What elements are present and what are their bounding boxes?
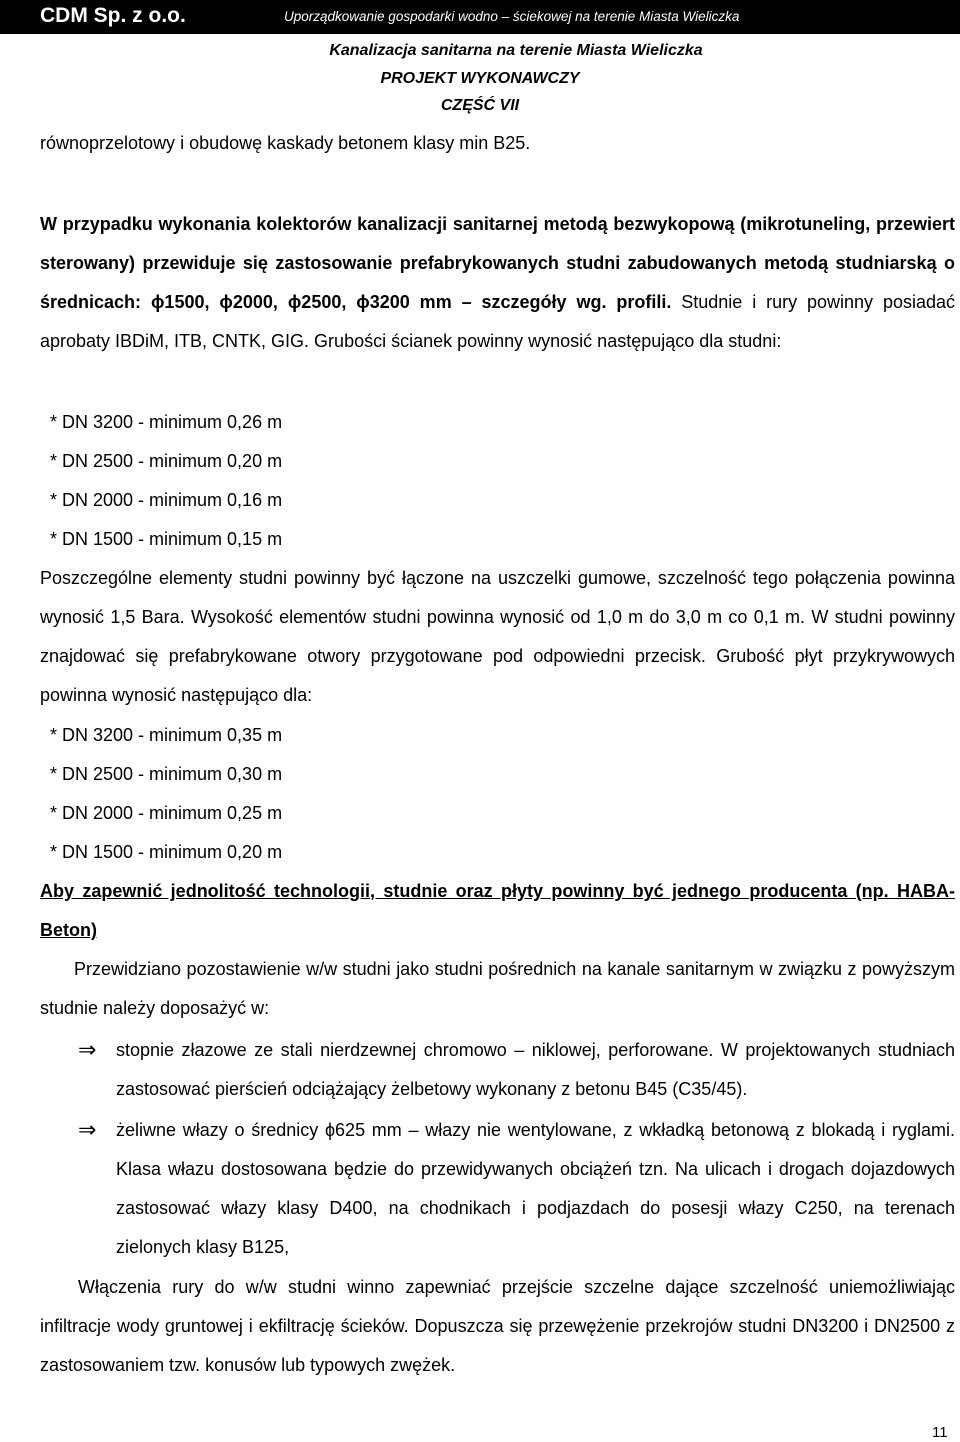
arrow-bullet-icon: ⇒: [78, 1037, 97, 1062]
header-project-title: Kanalizacja sanitarna na terenie Miasta Wieliczka: [329, 42, 703, 59]
paragraph-equipment: Przewidziano pozostawienie w/w studni jako studni pośrednich na kanale sanitarnym w związku z powyższym studnie należy doposażyć w:: [40, 959, 955, 1018]
paragraph-elements: Poszczególne elementy studni powinny być łączone na uszczelki gumowe, szczelność tego połączenia powinna wynosić 1,5 Bara. Wysokość elementów studni powinna wynosić od 1,0 m do 3,0 m co 0,1 m. W studni powinny znajdować się prefabrykowane otwory przygotowane pod odpowiedni przecisk. Grubość płyt przykrywowych powinna wynosić następująco dla:: [40, 568, 955, 705]
slab-thickness-item: * DN 3200 - minimum 0,35 m: [50, 725, 283, 745]
page-number: 11: [932, 1424, 948, 1441]
header-part: CZĘŚĆ VII: [440, 97, 520, 114]
wall-thickness-item: * DN 2000 - minimum 0,16 m: [50, 490, 283, 510]
paragraph-technology-note: Aby zapewnić jednolitość technologii, studnie oraz płyty powinny być jednego producenta (np. HABA-Beton): [40, 881, 955, 940]
wall-thickness-item: * DN 3200 - minimum 0,26 m: [50, 412, 283, 432]
header-project-type: PROJEKT WYKONAWCZY: [380, 70, 580, 87]
intro-line: równoprzelotowy i obudowę kaskady betonem klasy min B25.: [40, 133, 531, 153]
paragraph-connections: Włączenia rury do w/w studni winno zapewniać przejście szczelne dające szczelność uniemożliwiając infiltracje wody gruntowej i ekfiltrację ścieków. Dopuszcza się przewężenie przekrojów studni DN3200 i DN2500 z zastosowaniem tzw. konusów lub typowych zwężek.: [40, 1277, 955, 1375]
slab-thickness-item: * DN 1500 - minimum 0,20 m: [50, 842, 283, 862]
paragraph-bezwykopowa-bold: W przypadku wykonania kolektorów kanalizacji sanitarnej metodą bezwykopową (mikrotuneling, przewiert sterowany) przewiduje się zastosowanie prefabrykowanych studni zabudowanych metodą studniarską o średnicach: ϕ1500, ϕ2000, ϕ2500, ϕ3200 mm – szczegóły wg. profili.: [40, 214, 955, 312]
arrow-bullet-icon: ⇒: [78, 1117, 97, 1142]
bullet-item-manholes: żeliwne włazy o średnicy ϕ625 mm – włazy nie wentylowane, z wkładką betonową z blokadą i ryglami. Klasa włazu dostosowana będzie do przewidywanych obciążeń tzn. Na ulicach i drogach dojazdowych zastosować włazy klasy D400, na chodnikach i podjazdach do posesji włazy C250, na terenach zielonych klasy B125,: [116, 1120, 955, 1257]
bullet-item-steps: stopnie złazowe ze stali nierdzewnej chromowo – niklowej, perforowane. W projektowanych studniach zastosować pierścień odciążający żelbetowy wykonany z betonu B45 (C35/45).: [116, 1040, 955, 1099]
slab-thickness-item: * DN 2500 - minimum 0,30 m: [50, 764, 283, 784]
wall-thickness-item: * DN 2500 - minimum 0,20 m: [50, 451, 283, 471]
company-name: CDM Sp. z o.o.: [40, 4, 186, 27]
page-header: [0, 0, 960, 114]
paragraph-bezwykopowa: [40, 205, 955, 361]
slab-thickness-item: * DN 2000 - minimum 0,25 m: [50, 803, 283, 823]
wall-thickness-item: * DN 1500 - minimum 0,15 m: [50, 529, 283, 549]
paragraph-bezwykopowa-rest: Studnie i rury powinny posiadać aprobaty IBDiM, ITB, CNTK, GIG. Grubości ścianek powinny wynosić następująco dla studni:: [40, 292, 955, 351]
project-subtitle: Uporządkowanie gospodarki wodno – ściekowej na terenie Miasta Wieliczka: [284, 9, 740, 24]
